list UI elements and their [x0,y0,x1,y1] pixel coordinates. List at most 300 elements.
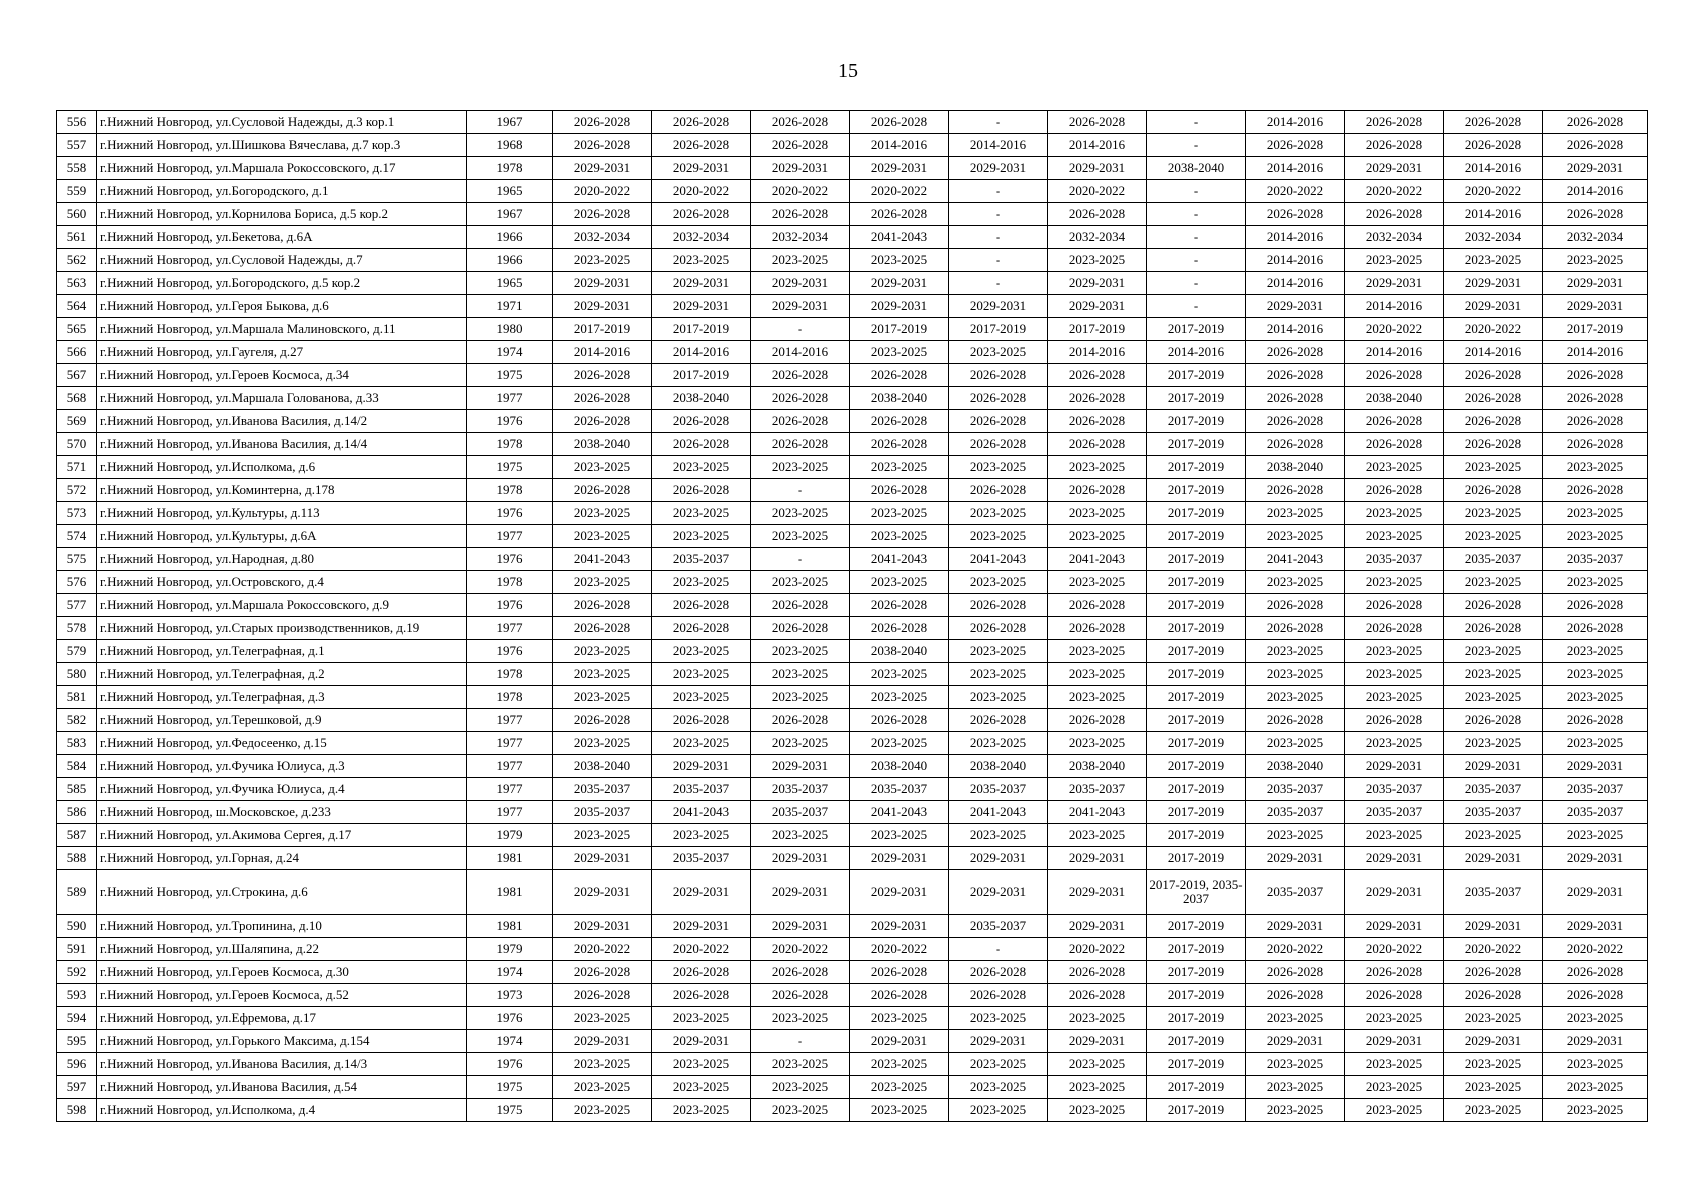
table-row [57,824,1648,847]
period-cell-10: 2023-2025 [1444,1053,1543,1076]
period-cell-3: 2029-2031 [751,157,850,180]
period-cell-6: 2026-2028 [1048,594,1147,617]
period-cell-2: 2026-2028 [652,111,751,134]
period-cell-4: 2029-2031 [850,1030,949,1053]
period-cell-1: 2020-2022 [553,180,652,203]
period-cell-1: 2023-2025 [553,1099,652,1122]
period-cell-3: 2026-2028 [751,203,850,226]
period-cell-7: 2014-2016 [1147,341,1246,364]
period-cell-1: 2014-2016 [553,341,652,364]
row-number-cell: 592 [57,961,97,984]
period-cell-6: 2038-2040 [1048,755,1147,778]
row-number-cell: 582 [57,709,97,732]
table-row [57,318,1648,341]
period-cell-5: - [949,111,1048,134]
period-cell-10: 2023-2025 [1444,571,1543,594]
period-cell-3: 2023-2025 [751,640,850,663]
period-cell-10: 2026-2028 [1444,111,1543,134]
period-cell-7: - [1147,203,1246,226]
period-cell-11: 2026-2028 [1543,617,1648,640]
period-cell-4: 2038-2040 [850,640,949,663]
period-cell-5: 2023-2025 [949,663,1048,686]
period-cell-2: 2020-2022 [652,180,751,203]
address-cell: г.Нижний Новгород, ул.Героев Космоса, д.52 [97,984,467,1007]
period-cell-8: 2020-2022 [1246,938,1345,961]
period-cell-5: 2035-2037 [949,778,1048,801]
period-cell-10: 2026-2028 [1444,479,1543,502]
period-cell-7: 2017-2019 [1147,456,1246,479]
year-built-cell: 1966 [467,249,553,272]
period-cell-6: 2026-2028 [1048,111,1147,134]
period-cell-9: 2023-2025 [1345,1007,1444,1030]
period-cell-9: 2029-2031 [1345,847,1444,870]
row-number-cell: 566 [57,341,97,364]
period-cell-2: 2023-2025 [652,1099,751,1122]
period-cell-6: 2014-2016 [1048,134,1147,157]
period-cell-9: 2023-2025 [1345,732,1444,755]
period-cell-10: 2035-2037 [1444,801,1543,824]
period-cell-3: 2023-2025 [751,502,850,525]
period-cell-7: - [1147,134,1246,157]
period-cell-6: 2023-2025 [1048,502,1147,525]
period-cell-8: 2029-2031 [1246,847,1345,870]
period-cell-8: 2023-2025 [1246,663,1345,686]
period-cell-6: 2035-2037 [1048,778,1147,801]
period-cell-2: 2026-2028 [652,203,751,226]
table-body [57,111,1648,1122]
address-cell: г.Нижний Новгород, ул.Коминтерна, д.178 [97,479,467,502]
period-cell-11: 2035-2037 [1543,778,1648,801]
period-cell-4: 2023-2025 [850,1053,949,1076]
period-cell-8: 2023-2025 [1246,1076,1345,1099]
address-cell: г.Нижний Новгород, ул.Старых производственников, д.19 [97,617,467,640]
period-cell-2: 2029-2031 [652,915,751,938]
period-cell-4: 2023-2025 [850,249,949,272]
period-cell-7: 2017-2019 [1147,938,1246,961]
period-cell-5: 2041-2043 [949,548,1048,571]
table-row [57,847,1648,870]
period-cell-6: 2020-2022 [1048,938,1147,961]
period-cell-11: 2029-2031 [1543,915,1648,938]
period-cell-5: 2026-2028 [949,594,1048,617]
period-cell-11: 2029-2031 [1543,295,1648,318]
period-cell-7: 2017-2019 [1147,801,1246,824]
row-number-cell: 580 [57,663,97,686]
period-cell-4: 2026-2028 [850,433,949,456]
period-cell-11: 2026-2028 [1543,410,1648,433]
period-cell-11: 2035-2037 [1543,801,1648,824]
period-cell-4: 2023-2025 [850,1099,949,1122]
period-cell-11: 2023-2025 [1543,824,1648,847]
address-cell: г.Нижний Новгород, ул.Терешковой, д.9 [97,709,467,732]
address-cell: г.Нижний Новгород, ул.Сусловой Надежды, д.7 [97,249,467,272]
address-cell: г.Нижний Новгород, ул.Телеграфная, д.1 [97,640,467,663]
period-cell-5: - [949,203,1048,226]
period-cell-9: 2029-2031 [1345,157,1444,180]
period-cell-7: - [1147,272,1246,295]
period-cell-10: 2029-2031 [1444,847,1543,870]
period-cell-2: 2023-2025 [652,732,751,755]
period-cell-6: 2029-2031 [1048,915,1147,938]
address-cell: г.Нижний Новгород, ул.Иванова Василия, д.14/3 [97,1053,467,1076]
period-cell-2: 2023-2025 [652,502,751,525]
period-cell-4: 2026-2028 [850,961,949,984]
table-row [57,157,1648,180]
year-built-cell: 1967 [467,203,553,226]
period-cell-3: 2026-2028 [751,617,850,640]
period-cell-4: 2014-2016 [850,134,949,157]
row-number-cell: 593 [57,984,97,1007]
period-cell-7: 2017-2019 [1147,1030,1246,1053]
address-cell: г.Нижний Новгород, ул.Гаугеля, д.27 [97,341,467,364]
period-cell-5: 2026-2028 [949,387,1048,410]
period-cell-10: 2014-2016 [1444,203,1543,226]
period-cell-5: 2038-2040 [949,755,1048,778]
row-number-cell: 589 [57,870,97,915]
address-cell: г.Нижний Новгород, ул.Маршала Голованова, д.33 [97,387,467,410]
period-cell-10: 2035-2037 [1444,870,1543,915]
period-cell-11: 2026-2028 [1543,961,1648,984]
period-cell-1: 2038-2040 [553,755,652,778]
period-cell-6: 2023-2025 [1048,824,1147,847]
period-cell-3: 2026-2028 [751,387,850,410]
period-cell-1: 2026-2028 [553,134,652,157]
period-cell-7: 2017-2019 [1147,984,1246,1007]
table-row [57,111,1648,134]
period-cell-8: 2026-2028 [1246,479,1345,502]
period-cell-2: 2035-2037 [652,847,751,870]
period-cell-11: 2023-2025 [1543,686,1648,709]
period-cell-11: 2029-2031 [1543,755,1648,778]
period-cell-4: 2038-2040 [850,387,949,410]
year-built-cell: 1976 [467,502,553,525]
period-cell-6: 2026-2028 [1048,709,1147,732]
period-cell-4: 2023-2025 [850,525,949,548]
period-cell-3: - [751,1030,850,1053]
period-cell-9: 2029-2031 [1345,915,1444,938]
period-cell-1: 2029-2031 [553,295,652,318]
period-cell-1: 2026-2028 [553,111,652,134]
row-number-cell: 598 [57,1099,97,1122]
period-cell-11: 2023-2025 [1543,732,1648,755]
period-cell-2: 2029-2031 [652,295,751,318]
period-cell-9: 2032-2034 [1345,226,1444,249]
period-cell-6: 2026-2028 [1048,479,1147,502]
period-cell-10: 2026-2028 [1444,709,1543,732]
table-row [57,341,1648,364]
period-cell-4: 2023-2025 [850,686,949,709]
period-cell-1: 2038-2040 [553,433,652,456]
period-cell-2: 2023-2025 [652,249,751,272]
period-cell-9: 2026-2028 [1345,984,1444,1007]
table-row [57,1030,1648,1053]
table-row [57,984,1648,1007]
address-cell: г.Нижний Новгород, ул.Федосеенко, д.15 [97,732,467,755]
period-cell-2: 2026-2028 [652,410,751,433]
period-cell-4: 2026-2028 [850,984,949,1007]
period-cell-8: 2026-2028 [1246,341,1345,364]
period-cell-6: 2026-2028 [1048,617,1147,640]
year-built-cell: 1975 [467,456,553,479]
year-built-cell: 1976 [467,640,553,663]
period-cell-6: 2023-2025 [1048,1076,1147,1099]
period-cell-1: 2029-2031 [553,915,652,938]
year-built-cell: 1974 [467,341,553,364]
year-built-cell: 1977 [467,617,553,640]
period-cell-5: 2026-2028 [949,433,1048,456]
period-cell-3: 2023-2025 [751,663,850,686]
period-cell-8: 2026-2028 [1246,709,1345,732]
period-cell-7: 2017-2019 [1147,571,1246,594]
period-cell-9: 2026-2028 [1345,364,1444,387]
year-built-cell: 1965 [467,272,553,295]
period-cell-5: 2023-2025 [949,1099,1048,1122]
table-row [57,594,1648,617]
period-cell-5: 2014-2016 [949,134,1048,157]
period-cell-2: 2035-2037 [652,548,751,571]
period-cell-5: 2023-2025 [949,686,1048,709]
year-built-cell: 1977 [467,387,553,410]
period-cell-2: 2038-2040 [652,387,751,410]
period-cell-7: 2017-2019 [1147,640,1246,663]
year-built-cell: 1979 [467,824,553,847]
period-cell-1: 2023-2025 [553,502,652,525]
period-cell-2: 2023-2025 [652,824,751,847]
period-cell-8: 2023-2025 [1246,640,1345,663]
period-cell-8: 2038-2040 [1246,755,1345,778]
period-cell-2: 2023-2025 [652,640,751,663]
period-cell-7: 2017-2019 [1147,479,1246,502]
period-cell-8: 2023-2025 [1246,824,1345,847]
period-cell-9: 2035-2037 [1345,548,1444,571]
period-cell-7: 2017-2019 [1147,548,1246,571]
address-cell: г.Нижний Новгород, ул.Исполкома, д.4 [97,1099,467,1122]
period-cell-11: 2017-2019 [1543,318,1648,341]
period-cell-3: 2026-2028 [751,984,850,1007]
period-cell-6: 2023-2025 [1048,571,1147,594]
address-cell: г.Нижний Новгород, ул.Маршала Рокоссовского, д.17 [97,157,467,180]
period-cell-1: 2035-2037 [553,801,652,824]
period-cell-1: 2023-2025 [553,456,652,479]
period-cell-9: 2023-2025 [1345,1076,1444,1099]
address-cell: г.Нижний Новгород, ул.Телеграфная, д.3 [97,686,467,709]
period-cell-9: 2023-2025 [1345,640,1444,663]
period-cell-8: 2023-2025 [1246,1007,1345,1030]
period-cell-6: 2023-2025 [1048,1099,1147,1122]
period-cell-8: 2023-2025 [1246,732,1345,755]
period-cell-10: 2026-2028 [1444,594,1543,617]
period-cell-9: 2014-2016 [1345,295,1444,318]
period-cell-8: 2026-2028 [1246,433,1345,456]
period-cell-10: 2020-2022 [1444,938,1543,961]
period-cell-5: 2023-2025 [949,824,1048,847]
period-cell-2: 2026-2028 [652,479,751,502]
period-cell-5: 2023-2025 [949,525,1048,548]
period-cell-10: 2029-2031 [1444,915,1543,938]
period-cell-11: 2023-2025 [1543,571,1648,594]
row-number-cell: 572 [57,479,97,502]
period-cell-1: 2029-2031 [553,870,652,915]
period-cell-10: 2023-2025 [1444,686,1543,709]
table-row [57,870,1648,915]
address-cell: г.Нижний Новгород, ул.Корнилова Бориса, д.5 кор.2 [97,203,467,226]
period-cell-4: 2029-2031 [850,295,949,318]
period-cell-1: 2029-2031 [553,272,652,295]
period-cell-5: - [949,226,1048,249]
row-number-cell: 587 [57,824,97,847]
period-cell-9: 2014-2016 [1345,341,1444,364]
period-cell-3: 2026-2028 [751,364,850,387]
row-number-cell: 558 [57,157,97,180]
period-cell-3: 2026-2028 [751,433,850,456]
period-cell-10: 2023-2025 [1444,1099,1543,1122]
row-number-cell: 579 [57,640,97,663]
row-number-cell: 586 [57,801,97,824]
address-cell: г.Нижний Новгород, ул.Маршала Малиновского, д.11 [97,318,467,341]
period-cell-6: 2029-2031 [1048,295,1147,318]
period-cell-6: 2023-2025 [1048,686,1147,709]
table-row [57,961,1648,984]
period-cell-4: 2026-2028 [850,364,949,387]
period-cell-1: 2026-2028 [553,594,652,617]
period-cell-4: 2023-2025 [850,1076,949,1099]
year-built-cell: 1966 [467,226,553,249]
period-cell-4: 2041-2043 [850,226,949,249]
period-cell-2: 2029-2031 [652,157,751,180]
period-cell-3: 2023-2025 [751,456,850,479]
period-cell-7: 2017-2019 [1147,847,1246,870]
table-row [57,1007,1648,1030]
row-number-cell: 573 [57,502,97,525]
period-cell-6: 2032-2034 [1048,226,1147,249]
period-cell-6: 2020-2022 [1048,180,1147,203]
row-number-cell: 576 [57,571,97,594]
period-cell-6: 2023-2025 [1048,1007,1147,1030]
period-cell-7: - [1147,249,1246,272]
period-cell-11: 2035-2037 [1543,548,1648,571]
address-cell: г.Нижний Новгород, ул.Иванова Василия, д.54 [97,1076,467,1099]
period-cell-1: 2017-2019 [553,318,652,341]
period-cell-9: 2029-2031 [1345,1030,1444,1053]
period-cell-3: 2035-2037 [751,778,850,801]
period-cell-8: 2035-2037 [1246,801,1345,824]
row-number-cell: 591 [57,938,97,961]
table-row [57,778,1648,801]
period-cell-6: 2029-2031 [1048,847,1147,870]
period-cell-2: 2026-2028 [652,709,751,732]
year-built-cell: 1978 [467,663,553,686]
row-number-cell: 577 [57,594,97,617]
address-cell: г.Нижний Новгород, ул.Народная, д.80 [97,548,467,571]
period-cell-3: 2023-2025 [751,824,850,847]
period-cell-5: 2023-2025 [949,571,1048,594]
year-built-cell: 1978 [467,479,553,502]
period-cell-11: 2014-2016 [1543,341,1648,364]
year-built-cell: 1981 [467,870,553,915]
period-cell-8: 2026-2028 [1246,984,1345,1007]
table-row [57,938,1648,961]
period-cell-1: 2041-2043 [553,548,652,571]
period-cell-1: 2026-2028 [553,387,652,410]
period-cell-9: 2026-2028 [1345,594,1444,617]
period-cell-11: 2023-2025 [1543,249,1648,272]
year-built-cell: 1977 [467,732,553,755]
period-cell-3: 2029-2031 [751,915,850,938]
period-cell-1: 2029-2031 [553,1030,652,1053]
period-cell-9: 2038-2040 [1345,387,1444,410]
period-cell-3: - [751,479,850,502]
period-cell-10: 2026-2028 [1444,984,1543,1007]
period-cell-7: 2017-2019 [1147,433,1246,456]
period-cell-1: 2023-2025 [553,640,652,663]
table-row [57,525,1648,548]
period-cell-5: 2023-2025 [949,640,1048,663]
period-cell-9: 2020-2022 [1345,938,1444,961]
period-cell-8: 2023-2025 [1246,571,1345,594]
period-cell-9: 2023-2025 [1345,1053,1444,1076]
table-row [57,433,1648,456]
period-cell-7: 2017-2019 [1147,1007,1246,1030]
period-cell-10: 2023-2025 [1444,502,1543,525]
period-cell-3: 2023-2025 [751,1076,850,1099]
period-cell-4: 2029-2031 [850,272,949,295]
year-built-cell: 1975 [467,1099,553,1122]
period-cell-7: - [1147,180,1246,203]
row-number-cell: 594 [57,1007,97,1030]
period-cell-11: 2029-2031 [1543,157,1648,180]
period-cell-8: 2029-2031 [1246,1030,1345,1053]
period-cell-3: 2023-2025 [751,1007,850,1030]
period-cell-4: 2020-2022 [850,938,949,961]
address-cell: г.Нижний Новгород, ул.Исполкома, д.6 [97,456,467,479]
period-cell-5: 2023-2025 [949,341,1048,364]
period-cell-2: 2023-2025 [652,1053,751,1076]
period-cell-2: 2020-2022 [652,938,751,961]
period-cell-5: - [949,938,1048,961]
period-cell-5: 2026-2028 [949,961,1048,984]
period-cell-2: 2023-2025 [652,1007,751,1030]
period-cell-3: 2026-2028 [751,410,850,433]
address-cell: г.Нижний Новгород, ул.Тропинина, д.10 [97,915,467,938]
year-built-cell: 1965 [467,180,553,203]
period-cell-4: 2026-2028 [850,617,949,640]
period-cell-7: 2017-2019 [1147,961,1246,984]
period-cell-6: 2041-2043 [1048,801,1147,824]
period-cell-7: 2017-2019 [1147,709,1246,732]
period-cell-4: 2023-2025 [850,456,949,479]
period-cell-10: 2023-2025 [1444,640,1543,663]
address-cell: г.Нижний Новгород, ул.Шишкова Вячеслава, д.7 кор.3 [97,134,467,157]
period-cell-4: 2026-2028 [850,709,949,732]
table-row [57,640,1648,663]
address-cell: г.Нижний Новгород, ул.Акимова Сергея, д.17 [97,824,467,847]
table-row [57,180,1648,203]
period-cell-6: 2029-2031 [1048,157,1147,180]
row-number-cell: 584 [57,755,97,778]
year-built-cell: 1976 [467,1053,553,1076]
address-cell: г.Нижний Новгород, ул.Иванова Василия, д.14/4 [97,433,467,456]
row-number-cell: 578 [57,617,97,640]
row-number-cell: 596 [57,1053,97,1076]
period-cell-11: 2026-2028 [1543,984,1648,1007]
period-cell-2: 2026-2028 [652,617,751,640]
period-cell-7: - [1147,295,1246,318]
period-cell-2: 2029-2031 [652,272,751,295]
period-cell-4: 2029-2031 [850,157,949,180]
period-cell-3: 2029-2031 [751,870,850,915]
period-cell-5: 2023-2025 [949,502,1048,525]
period-cell-5: 2023-2025 [949,1053,1048,1076]
